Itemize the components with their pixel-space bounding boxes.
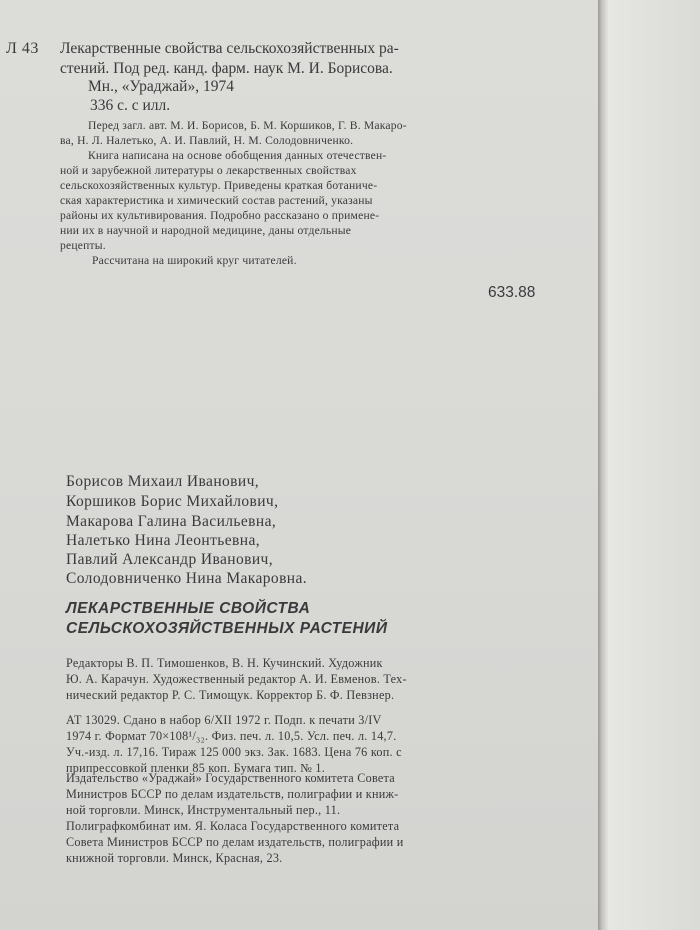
- editors-line-3: нический редактор Р. С. Тимощук. Корректор Б. Ф. Певзнер.: [66, 688, 395, 702]
- annotation-line-6: ская характеристика и химический состав растений, указаны: [60, 194, 373, 207]
- book-title-line-1: ЛЕКАРСТВЕННЫЕ СВОЙСТВА: [66, 600, 311, 617]
- publisher-line-2: Министров БССР по делам издательств, полиграфии и книж-: [66, 787, 399, 801]
- print-details-line-1: АТ 13029. Сдано в набор 6/XII 1972 г. Подп. к печати 3/IV: [66, 713, 382, 727]
- author-2: Коршиков Борис Михайлович,: [66, 493, 279, 510]
- editors-line-2: Ю. А. Карачун. Художественный редактор А. И. Евменов. Тех-: [66, 672, 407, 686]
- bib-line-2: стений. Под ред. канд. фарм. наук М. И. Борисова.: [60, 60, 393, 77]
- author-6: Солодовниченко Нина Макаровна.: [66, 570, 308, 587]
- annotation-line-3: Книга написана на основе обобщения данных отечествен-: [88, 149, 387, 162]
- print-details-line-2: 1974 г. Формат 70×108¹/₃₂. Физ. печ. л. 10,5. Усл. печ. л. 14,7.: [66, 729, 397, 743]
- print-details-line-4: припрессовкой пленки 85 коп. Бумага тип. № 1.: [66, 761, 326, 775]
- adjacent-page: [608, 0, 700, 930]
- publisher-line-3: ной торговли. Минск, Инструментальный пер., 11.: [66, 803, 341, 817]
- bib-line-1: Лекарственные свойства сельскохозяйственных ра-: [60, 40, 399, 57]
- classification-number: 633.88: [488, 284, 536, 301]
- library-code: Л 43: [6, 40, 39, 57]
- author-1: Борисов Михаил Иванович,: [66, 473, 260, 490]
- publisher-line-6: книжной торговли. Минск, Красная, 23.: [66, 851, 283, 865]
- publisher-line-1: Издательство «Ураджай» Государственного комитета Совета: [66, 771, 395, 785]
- editors-line-1: Редакторы В. П. Тимошенков, В. Н. Кучинский. Художник: [66, 656, 383, 670]
- publisher-line-5: Совета Министров БССР по делам издательств, полиграфии и: [66, 835, 404, 849]
- book-title-line-2: СЕЛЬСКОХОЗЯЙСТВЕННЫХ РАСТЕНИЙ: [66, 620, 388, 637]
- annotation-line-1: Перед загл. авт. М. И. Борисов, Б. М. Коршиков, Г. В. Макаро-: [88, 119, 407, 132]
- annotation-line-5: сельскохозяйственных культур. Приведены краткая ботаниче-: [60, 179, 378, 192]
- publisher-line-4: Полиграфкомбинат им. Я. Коласа Государственного комитета: [66, 819, 400, 833]
- author-5: Павлий Александр Иванович,: [66, 551, 274, 568]
- annotation-line-8: нии их в научной и народной медицине, даны отдельные: [60, 224, 352, 237]
- annotation-line-2: ва, Н. Л. Налетько, А. И. Павлий, Н. М. Солодовниченко.: [60, 134, 354, 147]
- annotation-line-9: рецепты.: [60, 239, 106, 252]
- bib-line-4: 336 с. с илл.: [90, 97, 171, 114]
- author-4: Налетько Нина Леонтьевна,: [66, 532, 260, 549]
- annotation-line-7: районы их культивирования. Подробно рассказано о примене-: [60, 209, 380, 222]
- page-fold-edge: [598, 0, 608, 930]
- annotation-line-10: Рассчитана на широкий круг читателей.: [92, 254, 297, 267]
- annotation-line-4: ной и зарубежной литературы о лекарственных свойствах: [60, 164, 357, 177]
- author-3: Макарова Галина Васильевна,: [66, 513, 277, 530]
- print-details-line-3: Уч.-изд. л. 17,16. Тираж 125 000 экз. Зак. 1683. Цена 76 коп. с: [66, 745, 402, 759]
- bib-line-3: Мн., «Ураджай», 1974: [88, 78, 234, 95]
